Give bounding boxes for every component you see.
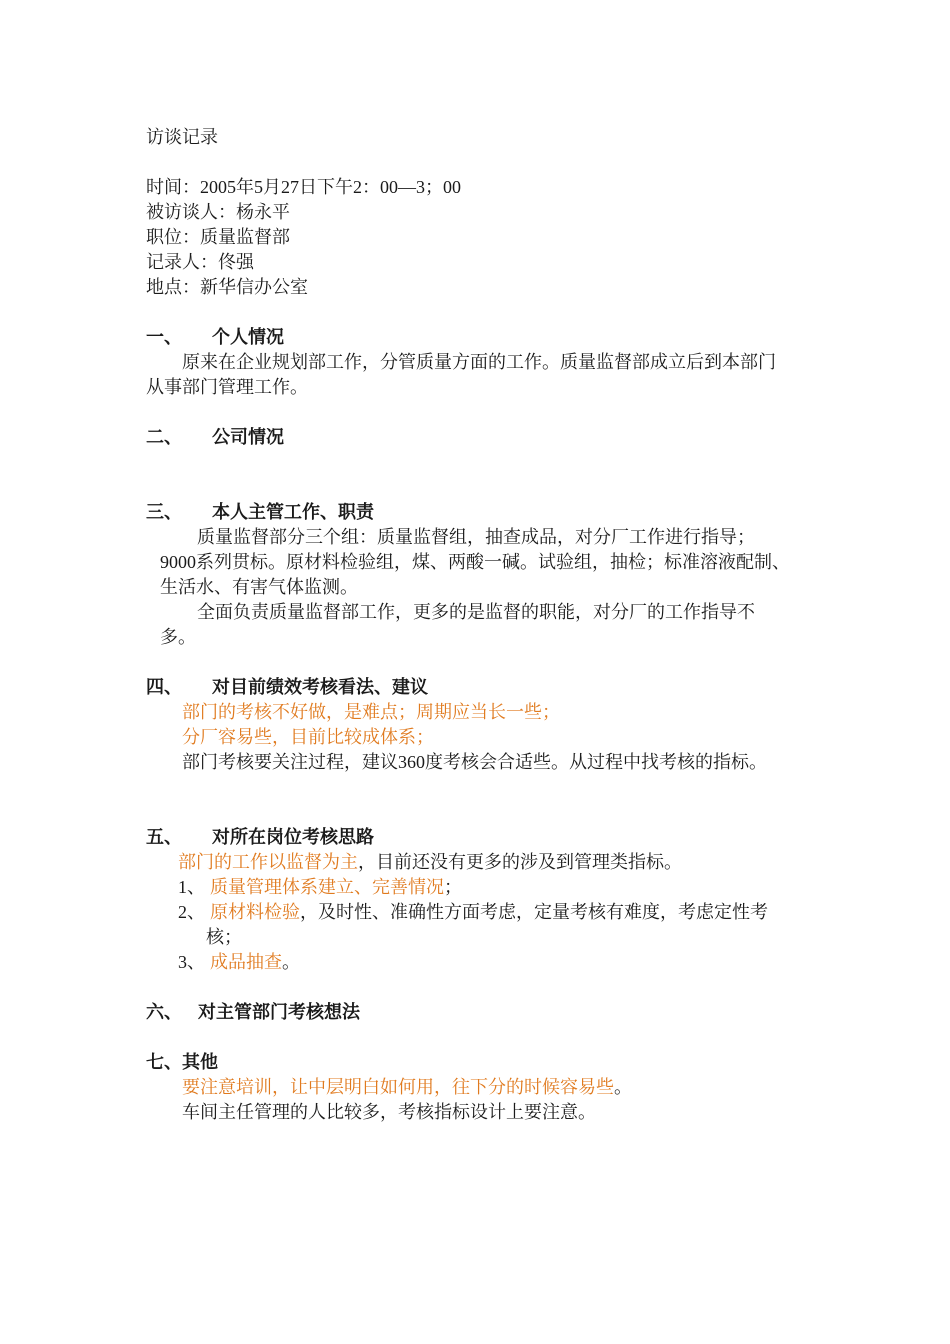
- list-item-rest: ，及时性、准确性方面考虑，定量考核有难度，考虑定性考: [300, 902, 768, 922]
- section-1-title: 个人情况: [212, 327, 284, 347]
- list-item-rest: ；: [444, 877, 462, 897]
- section-4-line: 部门考核要关注过程，建议360度考核会合适些。从过程中找考核的指标。: [182, 752, 767, 772]
- section-7-line: [182, 1075, 632, 1100]
- section-5-intro: [178, 850, 682, 875]
- list-item-highlight: 原材料检验: [210, 902, 300, 922]
- list-item-number: 2、: [178, 902, 205, 922]
- section-1-paragraph-line: 从事部门管理工作。: [146, 377, 308, 397]
- meta-interviewee: 被访谈人：杨永平: [146, 202, 290, 222]
- section-3-paragraph-line: 多。: [160, 627, 196, 647]
- list-item-highlight: 成品抽查: [210, 952, 282, 972]
- section-4-highlighted-line: 部门的考核不好做，是难点；周期应当长一些；: [182, 702, 560, 722]
- section-3-paragraph-line: 质量监督部分三个组：质量监督组，抽查成品，对分厂工作进行指导；: [197, 527, 755, 547]
- list-item: [210, 950, 300, 975]
- section-3-paragraph-line: 全面负责质量监督部工作，更多的是监督的职能，对分厂的工作指导不: [197, 602, 755, 622]
- section-7-rest: 。: [614, 1077, 632, 1097]
- section-2-number: 二、: [146, 427, 182, 447]
- section-3-paragraph-line: 生活水、有害气体监测。: [160, 577, 358, 597]
- list-item-rest: 。: [282, 952, 300, 972]
- section-5-intro-highlight: 部门的工作以监督为主: [178, 852, 358, 872]
- section-1-paragraph-line: 原来在企业规划部工作，分管质量方面的工作。质量监督部成立后到本部门: [182, 352, 776, 372]
- list-item-highlight: 质量管理体系建立、完善情况: [210, 877, 444, 897]
- list-item: [210, 875, 462, 900]
- meta-position: 职位：质量监督部: [146, 227, 290, 247]
- section-4-title: 对目前绩效考核看法、建议: [212, 677, 428, 697]
- section-5-intro-rest: ，目前还没有更多的涉及到管理类指标。: [358, 852, 682, 872]
- meta-time: 时间：2005年5月27日下午2：00—3；00: [146, 177, 461, 197]
- section-7-line: 车间主任管理的人比较多，考核指标设计上要注意。: [182, 1102, 596, 1122]
- meta-recorder: 记录人：佟强: [146, 252, 254, 272]
- section-3-title: 本人主管工作、职责: [212, 502, 374, 522]
- section-7-heading: 七、其他: [146, 1052, 218, 1072]
- document-title: 访谈记录: [146, 127, 218, 147]
- section-1-number: 一、: [146, 327, 182, 347]
- list-item-number: 1、: [178, 877, 205, 897]
- section-7-highlight: 要注意培训，让中层明白如何用，往下分的时候容易些: [182, 1077, 614, 1097]
- section-6-title: 对主管部门考核想法: [198, 1002, 360, 1022]
- section-5-title: 对所在岗位考核思路: [212, 827, 374, 847]
- list-item-continuation: 核；: [206, 927, 242, 947]
- section-4-number: 四、: [146, 677, 182, 697]
- list-item: [210, 900, 768, 925]
- list-item-number: 3、: [178, 952, 205, 972]
- section-5-number: 五、: [146, 827, 182, 847]
- section-3-number: 三、: [146, 502, 182, 522]
- section-4-highlighted-line: 分厂容易些，目前比较成体系；: [182, 727, 434, 747]
- meta-location: 地点：新华信办公室: [146, 277, 308, 297]
- section-6-number: 六、: [146, 1002, 182, 1022]
- section-3-paragraph-line: 9000系列贯标。原材料检验组，煤、两酸一碱。试验组，抽检；标准溶液配制、: [160, 552, 790, 572]
- section-2-title: 公司情况: [212, 427, 284, 447]
